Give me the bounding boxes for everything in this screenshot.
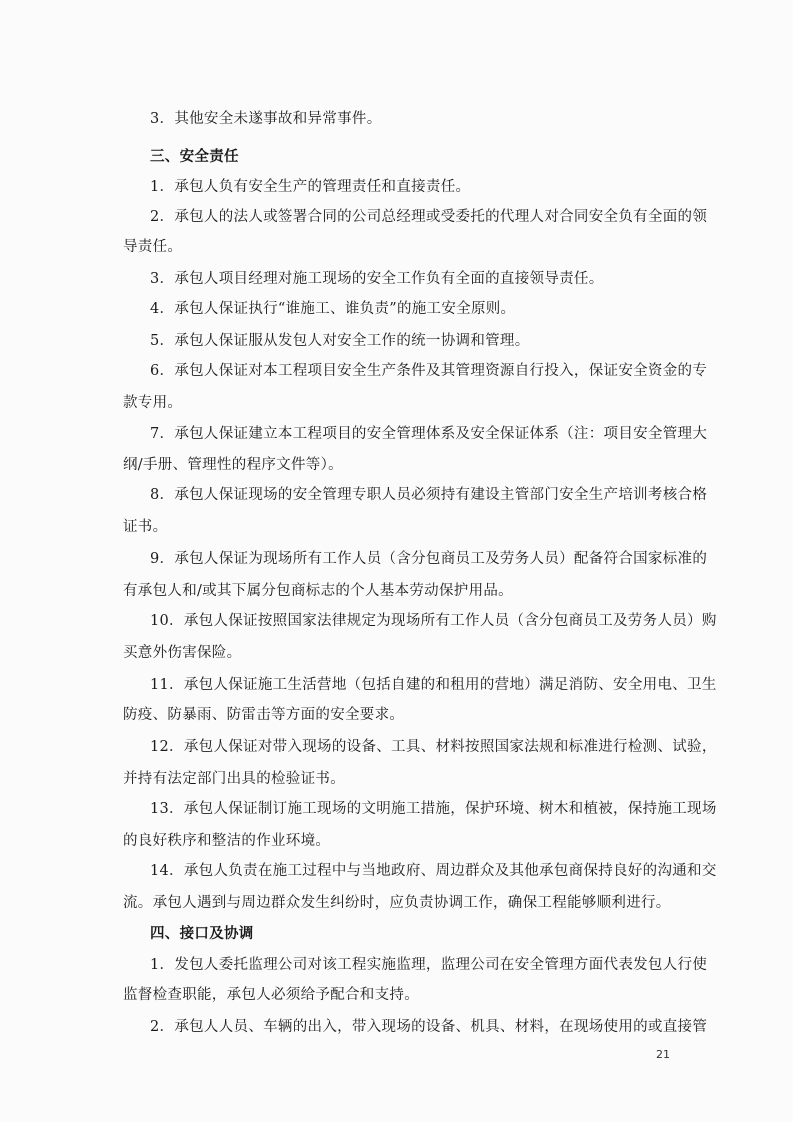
paragraph-line: 5．承包人保证服从发包人对安全工作的统一协调和管理。 xyxy=(150,333,530,349)
paragraph-continuation: 流。承包人遇到与周边群众发生纠纷时，应负责协调工作，确保工程能够顺利进行。 xyxy=(123,895,671,911)
paragraph-line: 13．承包人保证制订施工现场的文明施工措施，保护环境、树木和植被，保持施工现场 xyxy=(150,801,717,817)
paragraph-line: 4．承包人保证执行“谁施工、谁负责”的施工安全原则。 xyxy=(150,301,516,317)
paragraph-continuation: 并持有法定部门出具的检验证书。 xyxy=(123,771,345,787)
paragraph-line: 6．承包人保证对本工程项目安全生产条件及其管理资源自行投入，保证安全资金的专 xyxy=(150,363,708,379)
paragraph-line: 2．承包人人员、车辆的出入，带入现场的设备、机具、材料，在现场使用的或直接管 xyxy=(150,1019,708,1035)
paragraph-line: 7．承包人保证建立本工程项目的安全管理体系及安全保证体系（注：项目安全管理大 xyxy=(150,426,708,442)
paragraph-line: 1．承包人负有安全生产的管理责任和直接责任。 xyxy=(150,179,471,195)
paragraph-continuation: 款专用。 xyxy=(123,395,183,411)
paragraph-line: 11．承包人保证施工生活营地（包括自建的和租用的营地）满足消防、安全用电、卫生 xyxy=(150,677,717,693)
paragraph-continuation: 证书。 xyxy=(123,519,168,535)
paragraph-continuation: 的良好秩序和整洁的作业环境。 xyxy=(123,833,331,849)
paragraph-line: 1．发包人委托监理公司对该工程实施监理，监理公司在安全管理方面代表发包人行使 xyxy=(150,957,708,973)
section-heading: 四、接口及协调 xyxy=(150,925,254,942)
page-number: 21 xyxy=(656,1048,670,1061)
paragraph-line: 2．承包人的法人或签署合同的公司总经理或受委托的代理人对合同安全负有全面的领 xyxy=(150,209,708,225)
paragraph-line: 12．承包人保证对带入现场的设备、工具、材料按照国家法规和标准进行检测、试验， xyxy=(150,739,717,755)
paragraph-line: 8．承包人保证现场的安全管理专职人员必须持有建设主管部门安全生产培训考核合格 xyxy=(150,487,708,503)
paragraph-line: 10．承包人保证按照国家法律规定为现场所有工作人员（含分包商员工及劳务人员）购 xyxy=(150,613,717,629)
paragraph-continuation: 监督检查职能，承包人必须给予配合和支持。 xyxy=(123,987,419,1003)
paragraph-continuation: 导责任。 xyxy=(123,239,183,255)
paragraph-continuation: 纲/手册、管理性的程序文件等）。 xyxy=(123,457,343,473)
paragraph-line: 14．承包人负责在施工过程中与当地政府、周边群众及其他承包商保持良好的沟通和交 xyxy=(150,863,717,879)
section-heading: 三、安全责任 xyxy=(150,148,239,165)
paragraph-line: 9．承包人保证为现场所有工作人员（含分包商员工及劳务人员）配备符合国家标准的 xyxy=(150,551,708,567)
paragraph-continuation: 买意外伤害保险。 xyxy=(123,645,242,661)
paragraph-continuation: 有承包人和/或其下属分包商标志的个人基本劳动保护用品。 xyxy=(123,583,513,599)
paragraph-continuation: 防疫、防暴雨、防雷击等方面的安全要求。 xyxy=(123,707,405,723)
paragraph-line: 3．承包人项目经理对施工现场的安全工作负有全面的直接领导责任。 xyxy=(150,271,604,287)
paragraph-line: 3．其他安全未遂事故和异常事件。 xyxy=(150,111,382,127)
